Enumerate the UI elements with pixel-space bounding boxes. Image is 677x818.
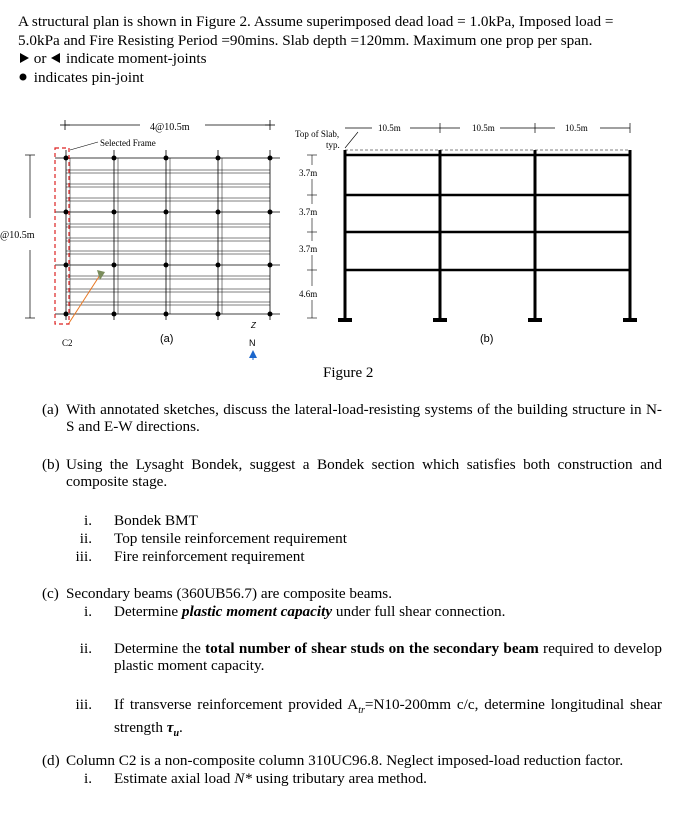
bay-label-2: 10.5m: [472, 123, 495, 133]
q-c-ii-bold: total number of shear studs on the secondary beam: [205, 640, 539, 657]
question-c-text: Secondary beams (360UB56.7) are composite beams.: [66, 585, 393, 602]
q-c-ii-text: [114, 640, 662, 674]
selected-frame-label: Selected Frame: [100, 138, 156, 148]
q-c-i-post: under full shear connection.: [332, 603, 506, 620]
q-c-iii-pre: If transverse reinforcement provided A: [114, 696, 359, 713]
q-b-item-2-text: Top tensile reinforcement requirement: [114, 530, 347, 547]
q-c-iii-mid: =N10-200mm c/c, determine longitudinal shear strength: [114, 696, 662, 737]
q-b-item-2-num: ii.: [79, 530, 92, 547]
column-markers: [64, 156, 273, 317]
elevation-frame: [345, 150, 630, 318]
left-triangle-icon: [50, 52, 62, 64]
q-b-item-1-text: Bondek BMT: [114, 512, 198, 529]
legend-moment-joints: [18, 50, 207, 67]
plan-figure: [0, 110, 300, 360]
question-a-text: With annotated sketches, discuss the lateral-load-resisting systems of the building structure in N-S and E-W directions.: [66, 401, 662, 435]
q-b-item-1-num: i.: [83, 512, 92, 529]
figure-caption: Figure 2: [323, 365, 374, 381]
q-c-iii-sym-sub: u: [173, 728, 180, 740]
q-c-i-pre: Determine: [114, 603, 182, 620]
q-c-iii-num: iii.: [75, 696, 92, 713]
slab-note-2: typ.: [326, 140, 340, 150]
q-c-ii-num: ii.: [79, 640, 92, 657]
elevation-sublabel: (b): [480, 333, 494, 345]
q-d-i-pre: Estimate axial load: [114, 770, 235, 787]
plan-top-dim: 4@10.5m: [150, 122, 190, 133]
q-d-i-post: using tributary area method.: [251, 770, 427, 787]
plan-left-dim: @10.5m: [0, 230, 35, 241]
q-b-item-3-num: iii.: [75, 548, 92, 565]
intro-line-1: A structural plan is shown in Figure 2. Assume superimposed dead load = 1.0kPa, Imposed load =: [18, 13, 614, 30]
q-c-i-num: i.: [83, 603, 92, 620]
bay-label-1: 10.5m: [378, 123, 401, 133]
column-c2-label: C2: [62, 338, 73, 348]
intro-line-2: 5.0kPa and Fire Resisting Period =90mins. Slab depth =120mm. Maximum one prop per span.: [18, 32, 593, 49]
question-c-label: (c): [42, 585, 59, 602]
question-b-text: Using the Lysaght Bondek, suggest a Bondek section which satisfies both construction and composite stage.: [66, 456, 662, 490]
secondary-beams: [66, 158, 270, 314]
slab-note-1: Top of Slab,: [295, 129, 340, 139]
question-a-label: (a): [42, 401, 59, 418]
q-b-item-3-text: Fire reinforcement requirement: [114, 548, 305, 565]
legend-pin-joint: [18, 69, 144, 86]
legend-or: or: [33, 50, 47, 67]
q-d-i-num: i.: [83, 770, 92, 787]
q-d-i-text: [114, 770, 427, 787]
storey-height-4: 4.6m: [299, 289, 318, 299]
plan-grid: [55, 150, 280, 320]
question-d-text: Column C2 is a non-composite column 310UC96.8. Neglect imposed-load reduction factor.: [66, 752, 624, 769]
q-c-i-text: [114, 603, 505, 620]
storey-height-1: 3.7m: [299, 168, 318, 178]
legend-pin-text: indicates pin-joint: [33, 69, 144, 86]
q-c-iii-text: [114, 696, 662, 742]
right-triangle-icon: [18, 52, 30, 64]
north-label: N: [249, 338, 256, 348]
q-c-ii-pre: Determine the: [114, 640, 206, 657]
bay-label-3: 10.5m: [565, 123, 588, 133]
svg-text:Z: Z: [251, 321, 256, 330]
q-c-iii-sym: τ: [166, 719, 174, 737]
storey-height-2: 3.7m: [299, 207, 318, 217]
storey-height-3: 3.7m: [299, 244, 318, 254]
legend-moment-text: indicate moment-joints: [66, 50, 207, 67]
q-c-iii-post: .: [179, 719, 183, 737]
plan-sublabel: (a): [160, 333, 174, 345]
q-c-i-bold: plastic moment capacity: [181, 603, 333, 620]
q-c-iii-sub: tr: [358, 705, 365, 717]
pin-dot-icon: [18, 71, 30, 83]
question-b-label: (b): [42, 456, 60, 473]
elevation-figure: [285, 115, 665, 355]
selected-frame-box: [55, 148, 69, 324]
q-c-ii-post: required to develop plastic moment capacity.: [114, 640, 662, 674]
question-d-label: (d): [42, 752, 60, 769]
q-d-i-sym: N*: [234, 770, 252, 787]
